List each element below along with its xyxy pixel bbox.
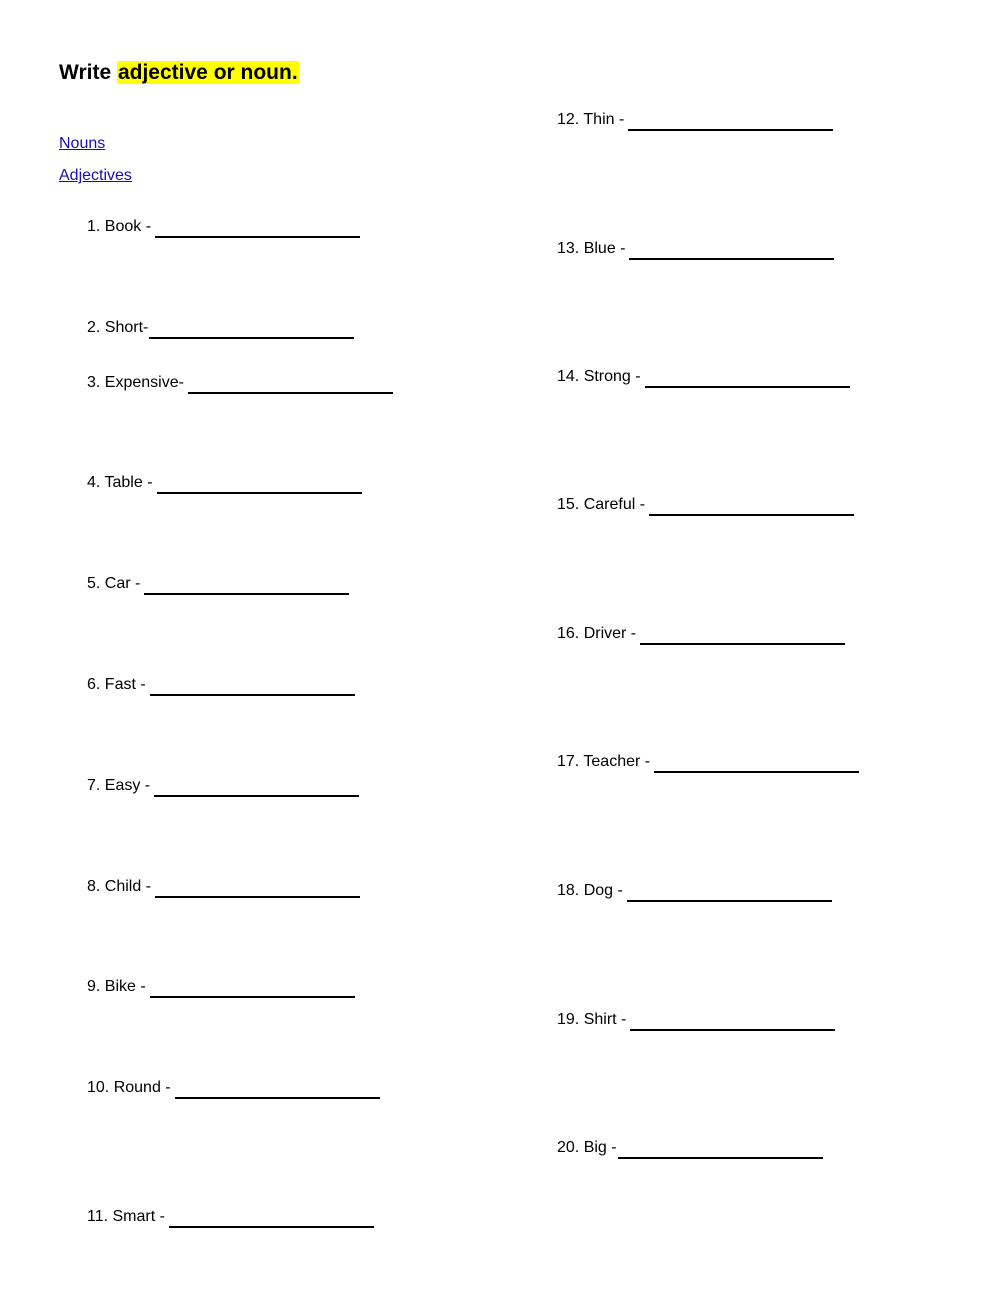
answer-blank[interactable] [629,240,834,260]
title-prefix: Write [59,61,117,84]
question-9 [87,975,355,999]
answer-blank[interactable] [157,474,362,494]
answer-blank[interactable] [150,676,355,696]
question-12 [557,108,833,132]
question-label: 3. Expensive- [87,374,184,391]
answer-blank[interactable] [628,111,833,131]
question-label: 9. Bike - [87,978,146,995]
question-label: 14. Strong - [557,368,641,385]
question-label: 20. Big - [557,1139,617,1156]
question-14 [557,365,850,389]
answer-blank[interactable] [618,1139,823,1159]
question-label: 8. Child - [87,878,152,895]
question-5 [87,572,349,596]
answer-blank[interactable] [175,1079,380,1099]
question-18 [557,879,832,903]
title-highlight: adjective or noun. [117,61,298,84]
question-label: 4. Table - [87,474,153,491]
question-3 [87,371,393,395]
question-13 [557,237,834,261]
answer-blank[interactable] [155,218,360,238]
answer-blank[interactable] [144,575,349,595]
answer-blank[interactable] [645,368,850,388]
question-label: 16. Driver - [557,625,637,642]
answer-blank[interactable] [169,1208,374,1228]
question-19 [557,1008,835,1032]
question-label: 5. Car - [87,575,141,592]
question-label: 15. Careful - [557,496,646,513]
question-6 [87,673,355,697]
question-10 [87,1076,380,1100]
question-label: 17. Teacher - [557,753,651,770]
answer-blank[interactable] [654,753,859,773]
answer-blank[interactable] [188,374,393,394]
answer-blank[interactable] [630,1011,835,1031]
question-1 [87,215,360,239]
question-label: 6. Fast - [87,676,146,693]
answer-blank[interactable] [649,496,854,516]
question-8 [87,875,360,899]
question-2 [87,316,354,340]
answer-blank[interactable] [155,878,360,898]
question-label: 11. Smart - [87,1208,165,1225]
answer-blank[interactable] [150,978,355,998]
question-7 [87,774,359,798]
answer-blank[interactable] [627,882,832,902]
answer-blank[interactable] [149,319,354,339]
question-20 [557,1136,823,1160]
question-label: 18. Dog - [557,882,623,899]
question-16 [557,622,845,646]
question-4 [87,471,362,495]
question-17 [557,750,859,774]
answer-blank[interactable] [154,777,359,797]
question-label: 2. Short- [87,319,149,336]
nouns-link[interactable]: Nouns [59,135,106,152]
question-15 [557,493,854,517]
adjectives-link[interactable]: Adjectives [59,167,132,184]
question-label: 12. Thin - [557,111,625,128]
question-label: 10. Round - [87,1079,171,1096]
answer-blank[interactable] [640,625,845,645]
question-label: 7. Easy - [87,777,151,794]
question-label: 1. Book - [87,218,152,235]
question-11 [87,1205,374,1229]
page-title [59,58,299,88]
question-label: 19. Shirt - [557,1011,627,1028]
question-label: 13. Blue - [557,240,626,257]
